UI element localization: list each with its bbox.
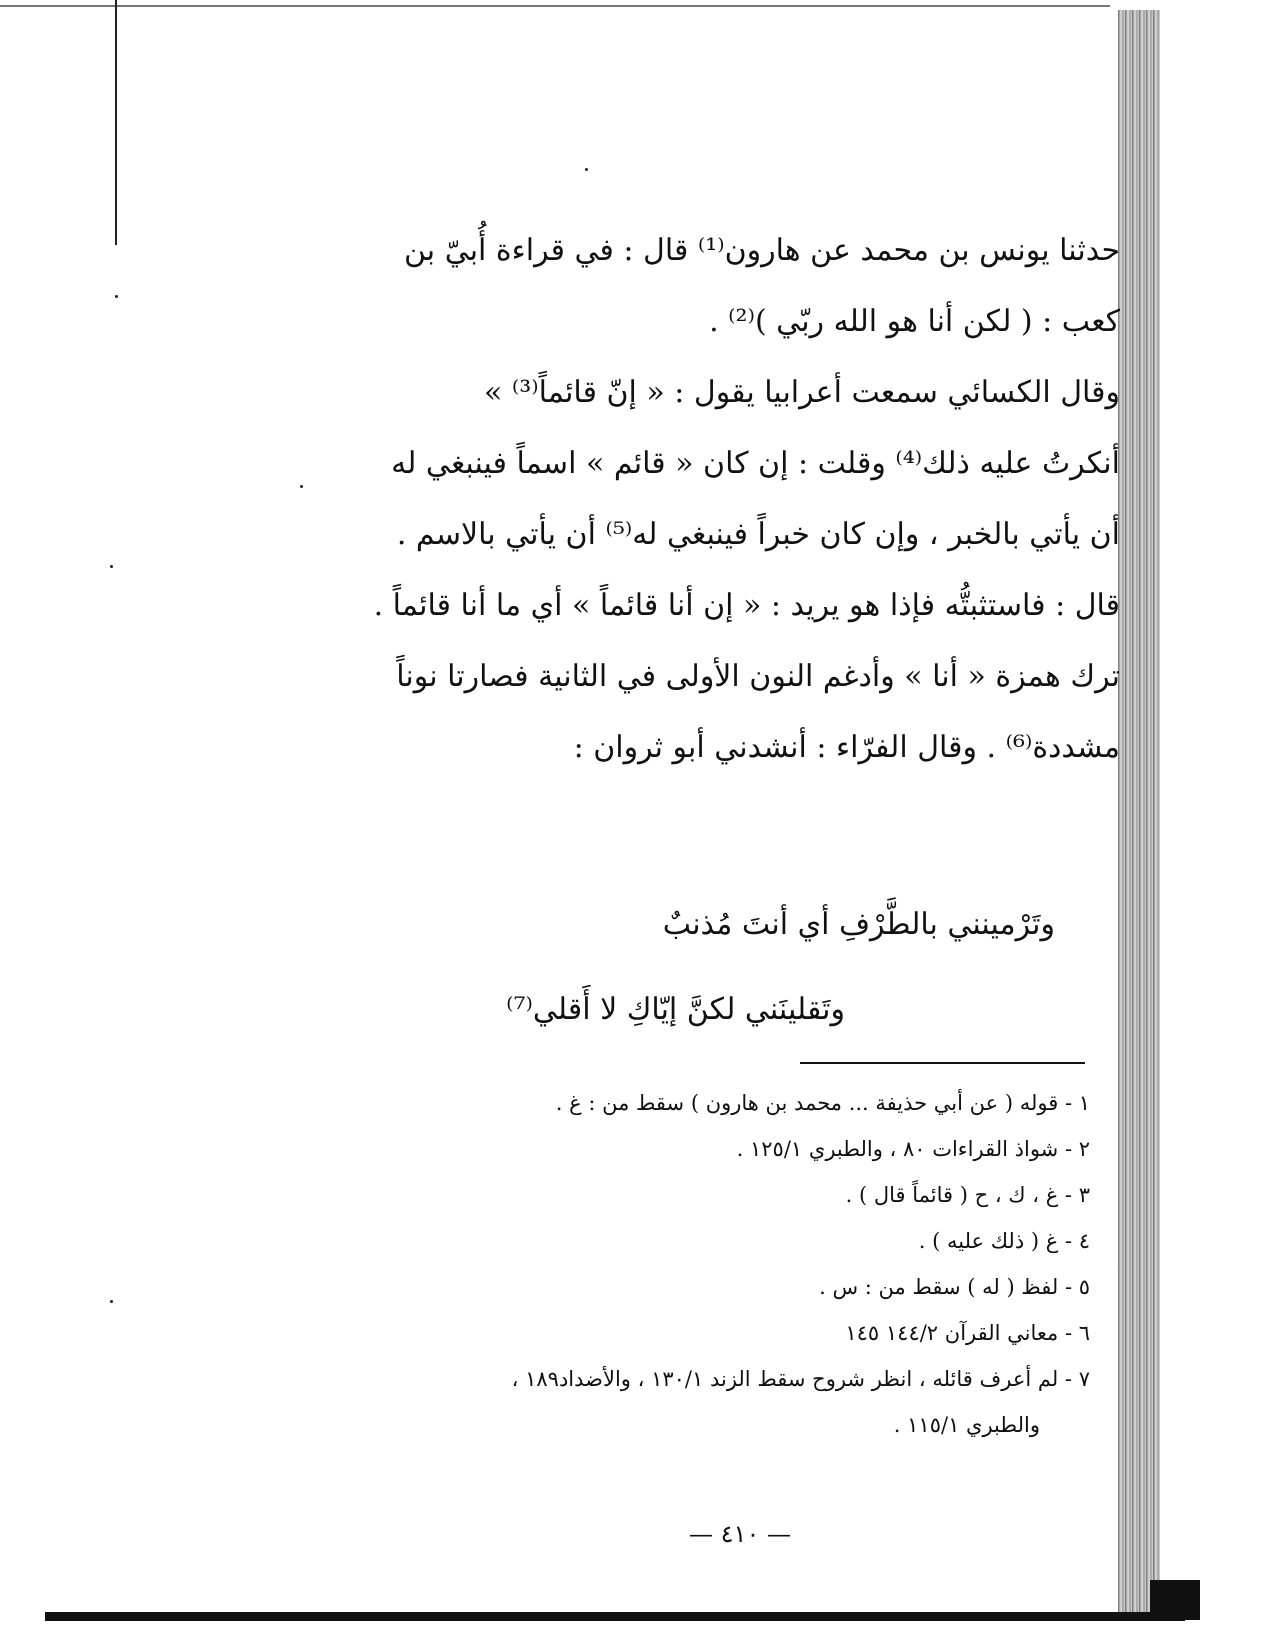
body-line: قال : فاستثبتُّه فإذا هو يريد : « إن أنا قائماً » أي ما أنا قائماً . — [373, 588, 1120, 623]
poetry-verse-second-hemistich: وتَقلينَني لكنَّ إيّاكِ لا أَقلي⁽⁷⁾ — [506, 992, 845, 1027]
body-line: أنكرتُ عليه ذلك⁽⁴⁾ وقلت : إن كان « قائم » اسماً فينبغي له — [391, 446, 1120, 481]
scan-speck — [300, 485, 303, 488]
footnote: ٦ - معاني القرآن ١٤٤/٢ ١٤٥ — [845, 1321, 1090, 1345]
footnote: ٧ - لم أعرف قائله ، انظر شروح سقط الزند ١٣٠/١ ، والأضداد١٨٩ ، — [511, 1367, 1090, 1391]
book-spine-shadow — [1118, 10, 1160, 1615]
scan-left-margin-line — [115, 0, 117, 245]
poetry-verse-first-hemistich: وتَرْمينني بالطَّرْفِ أي أنتَ مُذنبٌ — [662, 907, 1055, 942]
footnote-separator — [800, 1062, 1085, 1064]
scan-bottom-edge — [45, 1612, 1185, 1621]
body-line: كعب : ( لكن أنا هو الله ربّي )⁽²⁾ . — [709, 304, 1120, 339]
footnote: ٥ - لفظ ( له ) سقط من : س . — [819, 1275, 1090, 1299]
footnote: ١ - قوله ( عن أبي حذيفة ... محمد بن هارون ) سقط من : غ . — [555, 1091, 1090, 1115]
footnote: ٢ - شواذ القراءات ٨٠ ، والطبري ١٢٥/١ . — [736, 1137, 1090, 1161]
body-line: ترك همزة « أنا » وأدغم النون الأولى في الثانية فصارتا نوناً — [396, 659, 1120, 694]
footnote: ٣ - غ ، ك ، ح ( قائماً قال ) . — [845, 1183, 1090, 1207]
scan-speck — [585, 168, 588, 171]
body-line: وقال الكسائي سمعت أعرابيا يقول : « إنّ قائماً⁽³⁾ » — [483, 375, 1120, 410]
scan-speck — [110, 565, 113, 568]
footnotes-block — [330, 1080, 1090, 1448]
scan-speck — [115, 295, 118, 298]
scan-top-edge — [0, 5, 1110, 7]
body-line: مشددة⁽⁶⁾ . وقال الفرّاء : أنشدني أبو ثروان : — [573, 730, 1120, 765]
scan-speck — [110, 1300, 113, 1303]
page-number: — ٤١٠ — — [689, 1520, 791, 1548]
footnote: ٤ - غ ( ذلك عليه ) . — [918, 1229, 1090, 1253]
body-line: أن يأتي بالخبر ، وإن كان خبراً فينبغي له⁽⁵⁾ أن يأتي بالاسم . — [396, 517, 1120, 552]
main-body-text — [340, 215, 1120, 783]
footnote-continuation: والطبري ١١٥/١ . — [893, 1413, 1040, 1437]
body-line: حدثنا يونس بن محمد عن هارون⁽¹⁾ قال : في قراءة أُبيّ بن — [403, 233, 1120, 268]
